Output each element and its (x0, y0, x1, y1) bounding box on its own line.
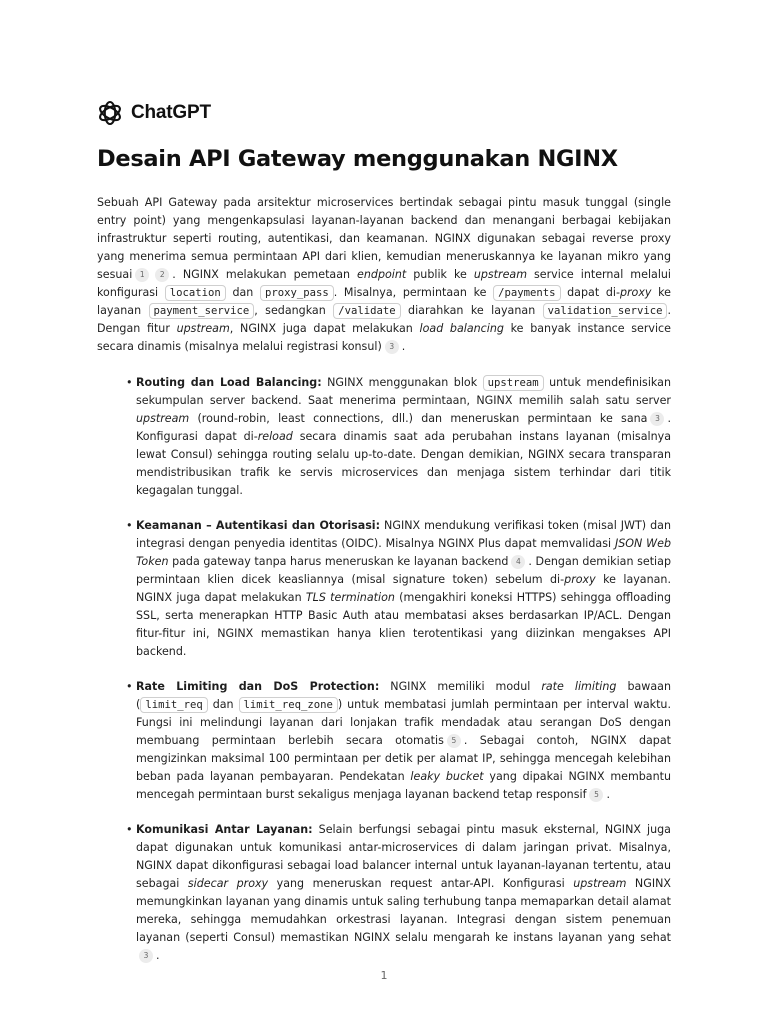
intro-text: ke banyak instance service secara dinamis (misalnya melalui registrasi konsul) (97, 322, 671, 353)
citation-badge[interactable]: 5 (589, 788, 603, 802)
bullet-text: yang dipakai NGINX membantu mencegah permintaan burst sekaligus menjaga layanan backend tetap responsif (136, 770, 672, 801)
bullet-item-security (126, 517, 671, 661)
inline-code: /payments (493, 285, 560, 301)
citation-badge[interactable]: 5 (447, 734, 461, 748)
bullet-dot: • (126, 519, 133, 532)
bullet-emphasis: sidecar proxy (187, 877, 269, 890)
intro-text: , sedangkan (254, 304, 334, 317)
intro-text: dapat di- (560, 286, 620, 299)
bullet-text: . Konfigurasi dapat di- (136, 412, 671, 443)
citation-badge[interactable]: 4 (511, 555, 525, 569)
brand-name: ChatGPT (131, 102, 211, 123)
intro-text: , NGINX juga dapat melakukan (229, 322, 420, 335)
bullet-item-inter-service (126, 821, 671, 965)
inline-code: validation_service (543, 303, 668, 319)
bullet-emphasis: upstream (136, 412, 190, 425)
bullet-dot: • (126, 376, 133, 389)
inline-code: limit_req (140, 697, 207, 713)
bullet-text: (mengakhiri koneksi HTTPS) sehingga offloading SSL, serta menerapkan HTTP Basic Auth atau membatasi akses berdasarkan IP/ACL. Dengan fitur-fitur ini, NGINX memastikan hanya klien terotentikasi yang diizinkan mengakses API backend. (136, 591, 671, 658)
bullet-list (126, 374, 671, 965)
bullet-heading: Komunikasi Antar Layanan: (136, 823, 313, 836)
bullet-text: . Dengan demikian setiap permintaan klien dicek keasliannya (misal signature token) sebelum di- (136, 555, 671, 586)
page-number: 1 (380, 969, 388, 982)
intro-text: diarahkan ke layanan (400, 304, 543, 317)
intro-text: . Misalnya, permintaan ke (333, 286, 494, 299)
inline-code: limit_req_zone (239, 697, 338, 713)
bullet-text: . (156, 949, 160, 962)
inline-code: /validate (333, 303, 400, 319)
citation-badge[interactable]: 3 (139, 949, 153, 963)
bullet-heading: Keamanan – Autentikasi dan Otorisasi: (136, 519, 381, 532)
bullet-emphasis: proxy (564, 573, 596, 586)
bullet-heading: Rate Limiting dan DoS Protection: (136, 680, 380, 693)
citation-badge[interactable]: 1 (135, 268, 149, 282)
bullet-text: ke layanan. NGINX juga dapat melakukan (136, 573, 671, 604)
bullet-emphasis: TLS termination (305, 591, 395, 604)
intro-emphasis: endpoint (357, 268, 407, 281)
intro-text: dan (225, 286, 260, 299)
inline-code: payment_service (149, 303, 255, 319)
bullet-text: NGINX memiliki modul (379, 680, 542, 693)
inline-code: proxy_pass (260, 285, 334, 301)
brand-header (97, 100, 211, 126)
bullet-text: Selain berfungsi sebagai pintu masuk eksternal, NGINX juga dapat digunakan untuk komunikasi antar-microservices di dalam jaringan privat. Misalnya, NGINX dapat dikonfigurasi sebagai load balancer internal untuk layanan-layanan tertentu, atau sebagai (136, 823, 671, 890)
intro-text: service internal melalui konfigurasi (97, 268, 672, 299)
intro-emphasis: upstream (473, 268, 528, 281)
inline-code: location (165, 285, 226, 301)
intro-emphasis: upstream (176, 322, 230, 335)
intro-text: . (401, 340, 406, 353)
citation-badge[interactable]: 2 (155, 268, 169, 282)
openai-logo-icon (97, 100, 123, 126)
bullet-text: yang meneruskan request antar-API. Konfigurasi (268, 877, 574, 890)
bullet-text: ) untuk membatasi jumlah permintaan per interval waktu. Fungsi ini melindungi layanan dari lonjakan trafik mendadak atau serangan DoS dengan membuang permintaan berlebih secara otomatis (136, 698, 671, 747)
inline-code: upstream (483, 375, 544, 391)
intro-text: publik ke (406, 268, 474, 281)
bullet-text: NGINX mendukung verifikasi token (misal JWT) dan integrasi dengan penyedia identitas (OIDC). Misalnya NGINX Plus dapat memvalidasi (136, 519, 671, 550)
bullet-text: dan (207, 698, 239, 711)
bullet-dot: • (126, 680, 133, 693)
document-title: Desain API Gateway menggunakan NGINX (97, 146, 618, 172)
bullet-text: . (606, 788, 611, 801)
bullet-text: NGINX memungkinkan layanan yang dinamis untuk saling terhubung tanpa memaparkan detail alamat mereka, sehingga memudahkan orkestrasi layanan. Integrasi dengan sistem penemuan layanan (seperti Consul) memastikan NGINX selalu mengarah ke instans layanan yang sehat (136, 877, 671, 944)
bullet-emphasis: reload (257, 430, 293, 443)
bullet-text: . Sebagai contoh, NGINX dapat mengizinkan maksimal 100 permintaan per detik per alamat IP, sehingga mencegah kelebihan beban pada layanan pembayaran. Pendekatan (136, 734, 671, 783)
intro-text: ke layanan (97, 286, 671, 317)
citation-badge[interactable]: 3 (650, 412, 664, 426)
bullet-text: secara dinamis saat ada perubahan instans layanan (misalnya lewat Consul) sehingga routing selalu up-to-date. Dengan demikian, NGINX secara transparan mendistribusikan trafik ke servis microservices dan menjaga sistem terhindar dari titik kegagalan tunggal. (136, 430, 671, 497)
bullet-text: untuk mendefinisikan sekumpulan server backend. Saat menerima permintaan, NGINX memilih salah satu server (136, 376, 671, 407)
bullet-emphasis: leaky bucket (410, 770, 484, 783)
intro-text: Sebuah API Gateway pada arsitektur microservices bertindak sebagai pintu masuk tunggal (single entry point) yang mengenkapsulasi layanan-layanan backend dan menangani berbagai kebijakan infrastruktur seperti routing, autentikasi, dan keamanan. NGINX digunakan sebagai reverse proxy yang menerima semua permintaan API dari klien, kemudian meneruskannya ke layanan mikro yang sesuai (97, 196, 671, 281)
bullet-dot: • (126, 823, 133, 836)
bullet-emphasis: JSON Web Token (136, 537, 671, 568)
intro-paragraph (97, 194, 671, 356)
citation-badge[interactable]: 3 (385, 340, 399, 354)
bullet-item-routing (126, 374, 671, 500)
bullet-text: bawaan ( (136, 680, 671, 711)
bullet-text: NGINX menggunakan blok (321, 376, 483, 389)
bullet-item-rate-limiting (126, 678, 671, 804)
bullet-text: pada gateway tanpa harus meneruskan ke layanan backend (168, 555, 509, 568)
bullet-text: (round-robin, least connections, dll.) dan meneruskan permintaan ke sana (189, 412, 648, 425)
intro-text: . Dengan fitur (97, 304, 671, 335)
intro-text: . NGINX melakukan pemetaan (172, 268, 358, 281)
bullet-emphasis: upstream (573, 877, 627, 890)
intro-emphasis: load balancing (419, 322, 504, 335)
bullet-emphasis: rate limiting (541, 680, 617, 693)
intro-emphasis: proxy (619, 286, 652, 299)
bullet-heading: Routing dan Load Balancing: (136, 376, 322, 389)
